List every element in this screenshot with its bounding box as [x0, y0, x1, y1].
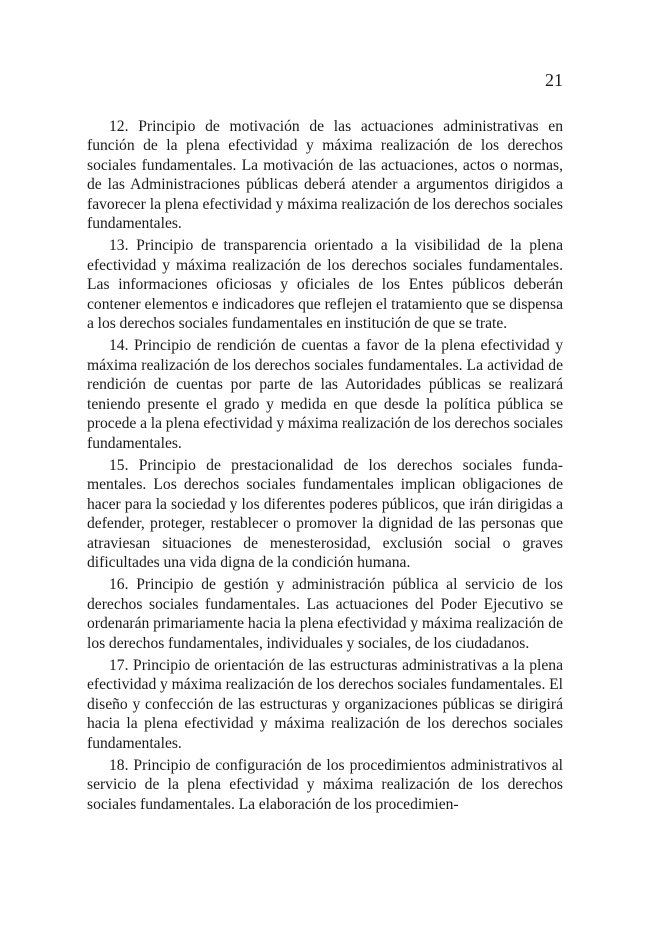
document-page [87, 0, 563, 932]
paragraph-14: 14. Principio de rendición de cuentas a favor de la plena efectividad y máxima realización de los derechos sociales fundamentales. La actividad de rendición de cuentas por parte de las Autoridades públicas se realizará teniendo presente el grado y medida en que desde la política pública se procede a la plena efectividad y máxima realización de los derechos sociales fundamentales. [87, 337, 563, 452]
paragraph-18: 18. Principio de configuración de los procedimientos administrativos al servicio de la plena efectividad y máxima realización de los derechos sociales fundamentales. La elaboración de los procedimien- [87, 757, 563, 813]
paragraph-17: 17. Principio de orientación de las estructuras administrativas a la plena efectividad y máxima realización de los derechos sociales fundamentales. El diseño y confección de las estructuras y organizaciones públicas se dirigirá hacia la plena efectividad y máxima realización de los derechos sociales fundamentales. [87, 656, 563, 752]
page-number: 21 [545, 70, 563, 90]
paragraph-16: 16. Principio de gestión y administración pública al servicio de los derechos sociales fundamentales. Las actuaciones del Poder Ejecutivo se ordenarán primariamente hacia la plena efectividad y máxima realización de los derechos fundamentales, individuales y sociales, de los ciudadanos. [87, 576, 563, 652]
paragraph-15: 15. Principio de prestacionalidad de los derechos sociales fundamentales. Los derechos sociales fundamentales implican obligaciones de hacer para la sociedad y los diferentes poderes públicos, que irán dirigidas a defender, proteger, restablecer o promover la dignidad de las personas que atraviesan situaciones de menesterosidad, exclusión social o graves dificultades una vida digna de la condición humana. [87, 456, 563, 571]
body-text [87, 117, 563, 817]
paragraph-12: 12. Principio de motivación de las actuaciones administrativas en función de la plena efectividad y máxima realización de los derechos sociales fundamentales. La motivación de las actuaciones, actos o normas, de las Administraciones públicas deberá atender a argumentos dirigidos a favorecer la plena efectividad y máxima realización de los derechos sociales fundamentales. [87, 118, 563, 233]
paragraph-13: 13. Principio de transparencia orientado a la visibilidad de la plena efectividad y máxima realización de los derechos sociales fundamentales. Las informaciones oficiosas y oficiales de los Entes públicos deberán contener elementos e indicadores que reflejen el tratamiento que se dispensa a los derechos sociales fundamentales en institución de que se trate. [87, 237, 563, 333]
